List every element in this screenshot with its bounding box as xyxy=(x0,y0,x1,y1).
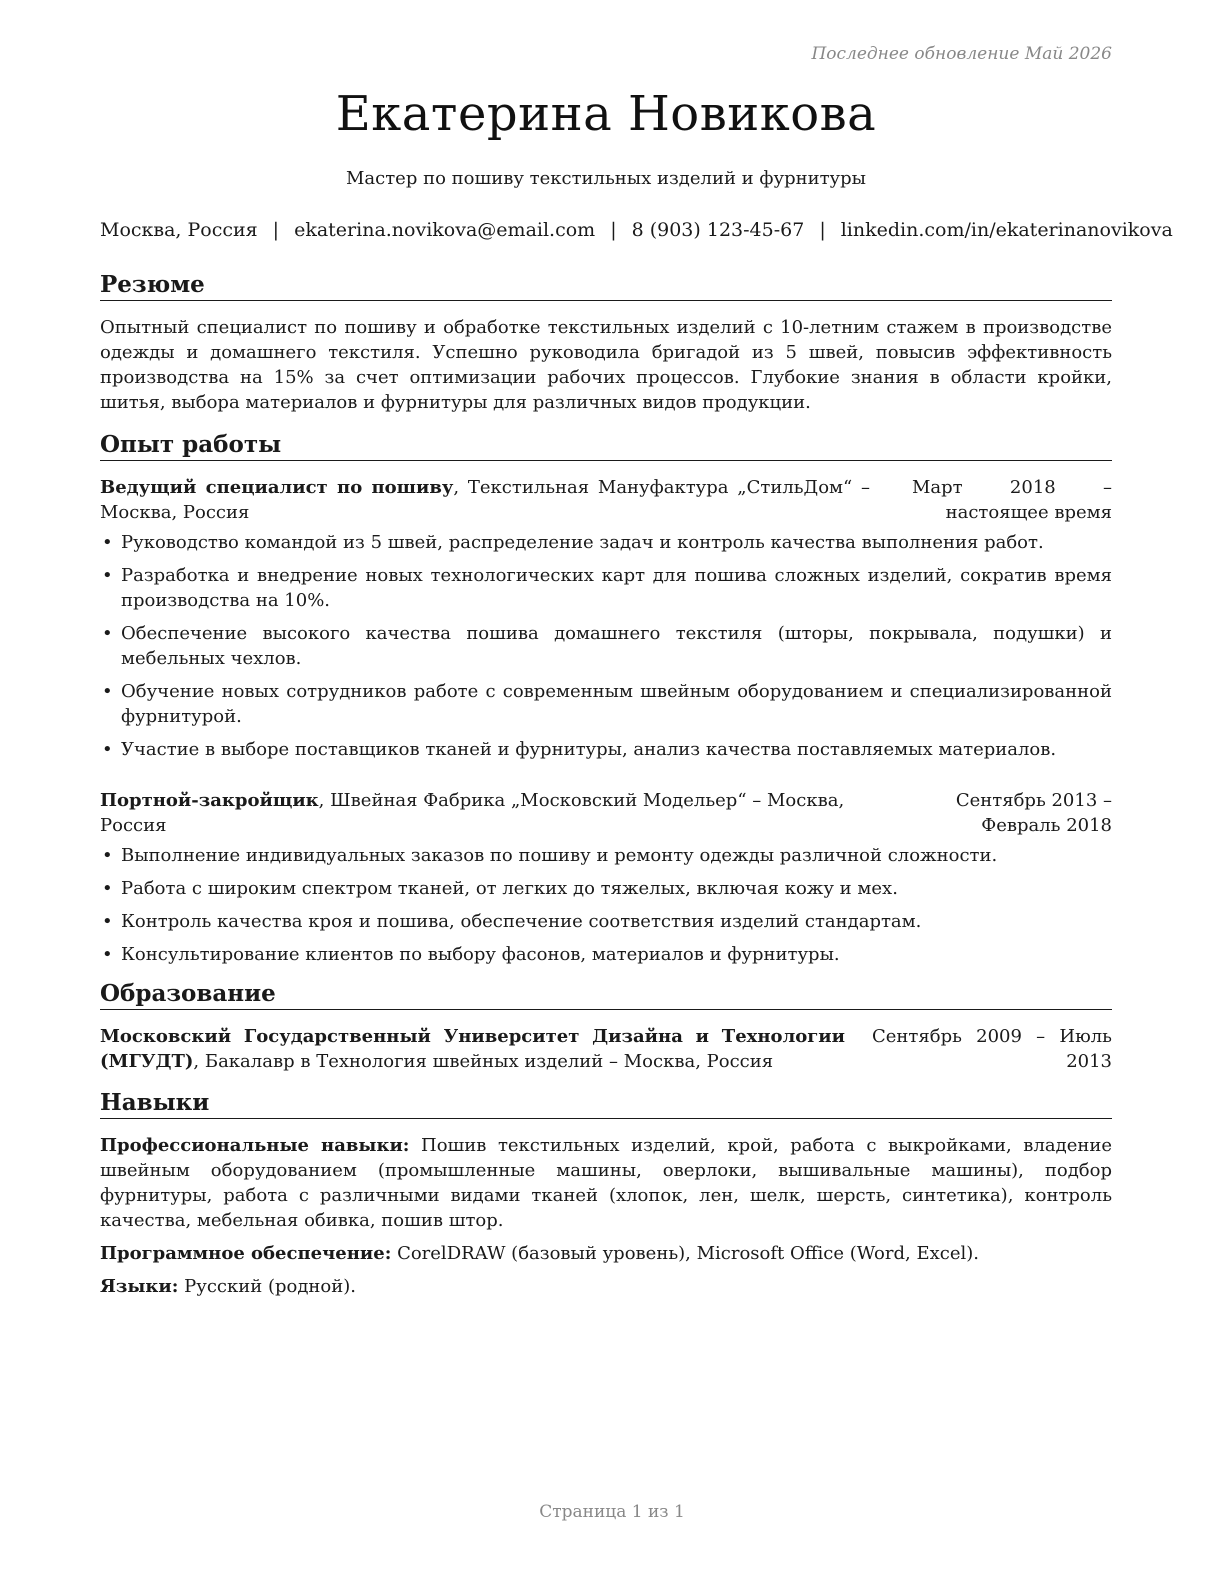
skills-professional xyxy=(100,1133,1112,1233)
job-bullets xyxy=(100,843,1112,967)
job-title-line xyxy=(100,788,872,838)
section-title-education: Образование xyxy=(100,979,1112,1010)
contact-separator: | xyxy=(819,219,826,241)
job-role: Ведущий специалист по пошиву xyxy=(100,477,454,498)
job-role: Портной-закройщик xyxy=(100,790,319,811)
job-entry xyxy=(100,475,1112,762)
education-section xyxy=(100,979,1112,1074)
skills-languages xyxy=(100,1274,1112,1299)
job-header xyxy=(100,788,1112,838)
job-dates: Сентябрь 2013 – Февраль 2018 xyxy=(955,790,1112,836)
skills-software-label: Программное обеспечение: xyxy=(100,1243,392,1264)
job-org: , Швейная Фабрика „Московский Модельер“ – Москва, Россия xyxy=(100,790,845,836)
skills-languages-text: Русский (родной). xyxy=(178,1276,356,1297)
skills-professional-label: Профессиональные навыки: xyxy=(100,1135,410,1156)
headline: Мастер по пошиву текстильных изделий и фурнитуры xyxy=(345,168,866,189)
list-item: • Руководство командой из 5 швей, распределение задач и контроль качества выполнения работ. xyxy=(100,530,1112,555)
contact-line xyxy=(100,219,1173,241)
section-title-experience: Опыт работы xyxy=(100,430,1112,461)
skills-section xyxy=(100,1088,1112,1299)
list-item: • Обеспечение высокого качества пошива домашнего текстиля (шторы, покрывала, подушки) и мебельных чехлов. xyxy=(100,621,1112,671)
job-org: , Текстильная Мануфактура „СтильДом“ – Москва, Россия xyxy=(100,477,870,523)
job-bullets xyxy=(100,530,1112,762)
contact-email[interactable]: ekaterina.novikova@email.com xyxy=(294,219,596,241)
list-item: • Работа с широким спектром тканей, от легких до тяжелых, включая кожу и мех. xyxy=(100,876,1112,901)
education-entry xyxy=(100,1024,1112,1074)
contact-location: Москва, Россия xyxy=(100,219,258,241)
job-header xyxy=(100,475,1112,525)
page-number: Страница 1 из 1 xyxy=(539,1502,685,1522)
contact-separator: | xyxy=(610,219,617,241)
experience-section xyxy=(100,430,1112,967)
education-dates: Сентябрь 2009 – Июль 2013 xyxy=(872,1026,1112,1072)
education-details: , Бакалавр в Технология швейных изделий – Москва, Россия xyxy=(193,1051,774,1072)
list-item: • Консультирование клиентов по выбору фасонов, материалов и фурнитуры. xyxy=(100,942,1112,967)
skills-languages-label: Языки: xyxy=(100,1276,179,1297)
contact-separator: | xyxy=(272,219,280,241)
candidate-name: Екатерина Новикова xyxy=(335,86,877,142)
section-title-skills: Навыки xyxy=(100,1088,1112,1119)
skills-software xyxy=(100,1241,1112,1266)
skills-software-text: CorelDRAW (базовый уровень), Microsoft Office (Word, Excel). xyxy=(391,1243,979,1264)
summary-section xyxy=(100,270,1112,415)
contact-linkedin[interactable]: linkedin.com/in/ekaterinanovikova xyxy=(840,219,1173,241)
last-updated: Последнее обновление Май 2026 xyxy=(811,44,1112,64)
list-item: • Разработка и внедрение новых технологических карт для пошива сложных изделий, сократив время производства на 10%. xyxy=(100,563,1112,613)
summary-text: Опытный специалист по пошиву и обработке текстильных изделий с 10-летним стажем в производстве одежды и домашнего текстиля. Успешно руководила бригадой из 5 швей, повысив эффективность производства на 15% за счет оптимизации рабочих процессов. Глубокие знания в области кройки, шитья, выбора материалов и фурнитуры для различных видов продукции. xyxy=(100,317,1112,413)
job-dates: Март 2018 – настоящее время xyxy=(912,477,1112,523)
list-item: • Обучение новых сотрудников работе с современным швейным оборудованием и специализированной фурнитурой. xyxy=(100,679,1112,729)
education-institution: Московский Государственный Университет Дизайна и Технологии (МГУДТ) xyxy=(100,1026,845,1072)
list-item: • Контроль качества кроя и пошива, обеспечение соответствия изделий стандартам. xyxy=(100,909,1112,934)
job-title-line xyxy=(100,475,870,525)
list-item: • Участие в выборе поставщиков тканей и фурнитуры, анализ качества поставляемых материалов. xyxy=(100,737,1112,762)
education-title-line xyxy=(100,1024,845,1074)
job-entry xyxy=(100,788,1112,967)
list-item: • Выполнение индивидуальных заказов по пошиву и ремонту одежды различной сложности. xyxy=(100,843,1112,868)
skills-professional-text: Пошив текстильных изделий, крой, работа с выкройками, владение швейным оборудованием (промышленные машины, оверлоки, вышивальные машины), подбор фурнитуры, работа с различными видами тканей (хлопок, лен, шелк, шерсть, синтетика), контроль качества, мебельная обивка, пошив штор. xyxy=(100,1135,1112,1231)
contact-phone: 8 (903) 123-45-67 xyxy=(631,219,805,241)
section-title-summary: Резюме xyxy=(100,270,1112,301)
